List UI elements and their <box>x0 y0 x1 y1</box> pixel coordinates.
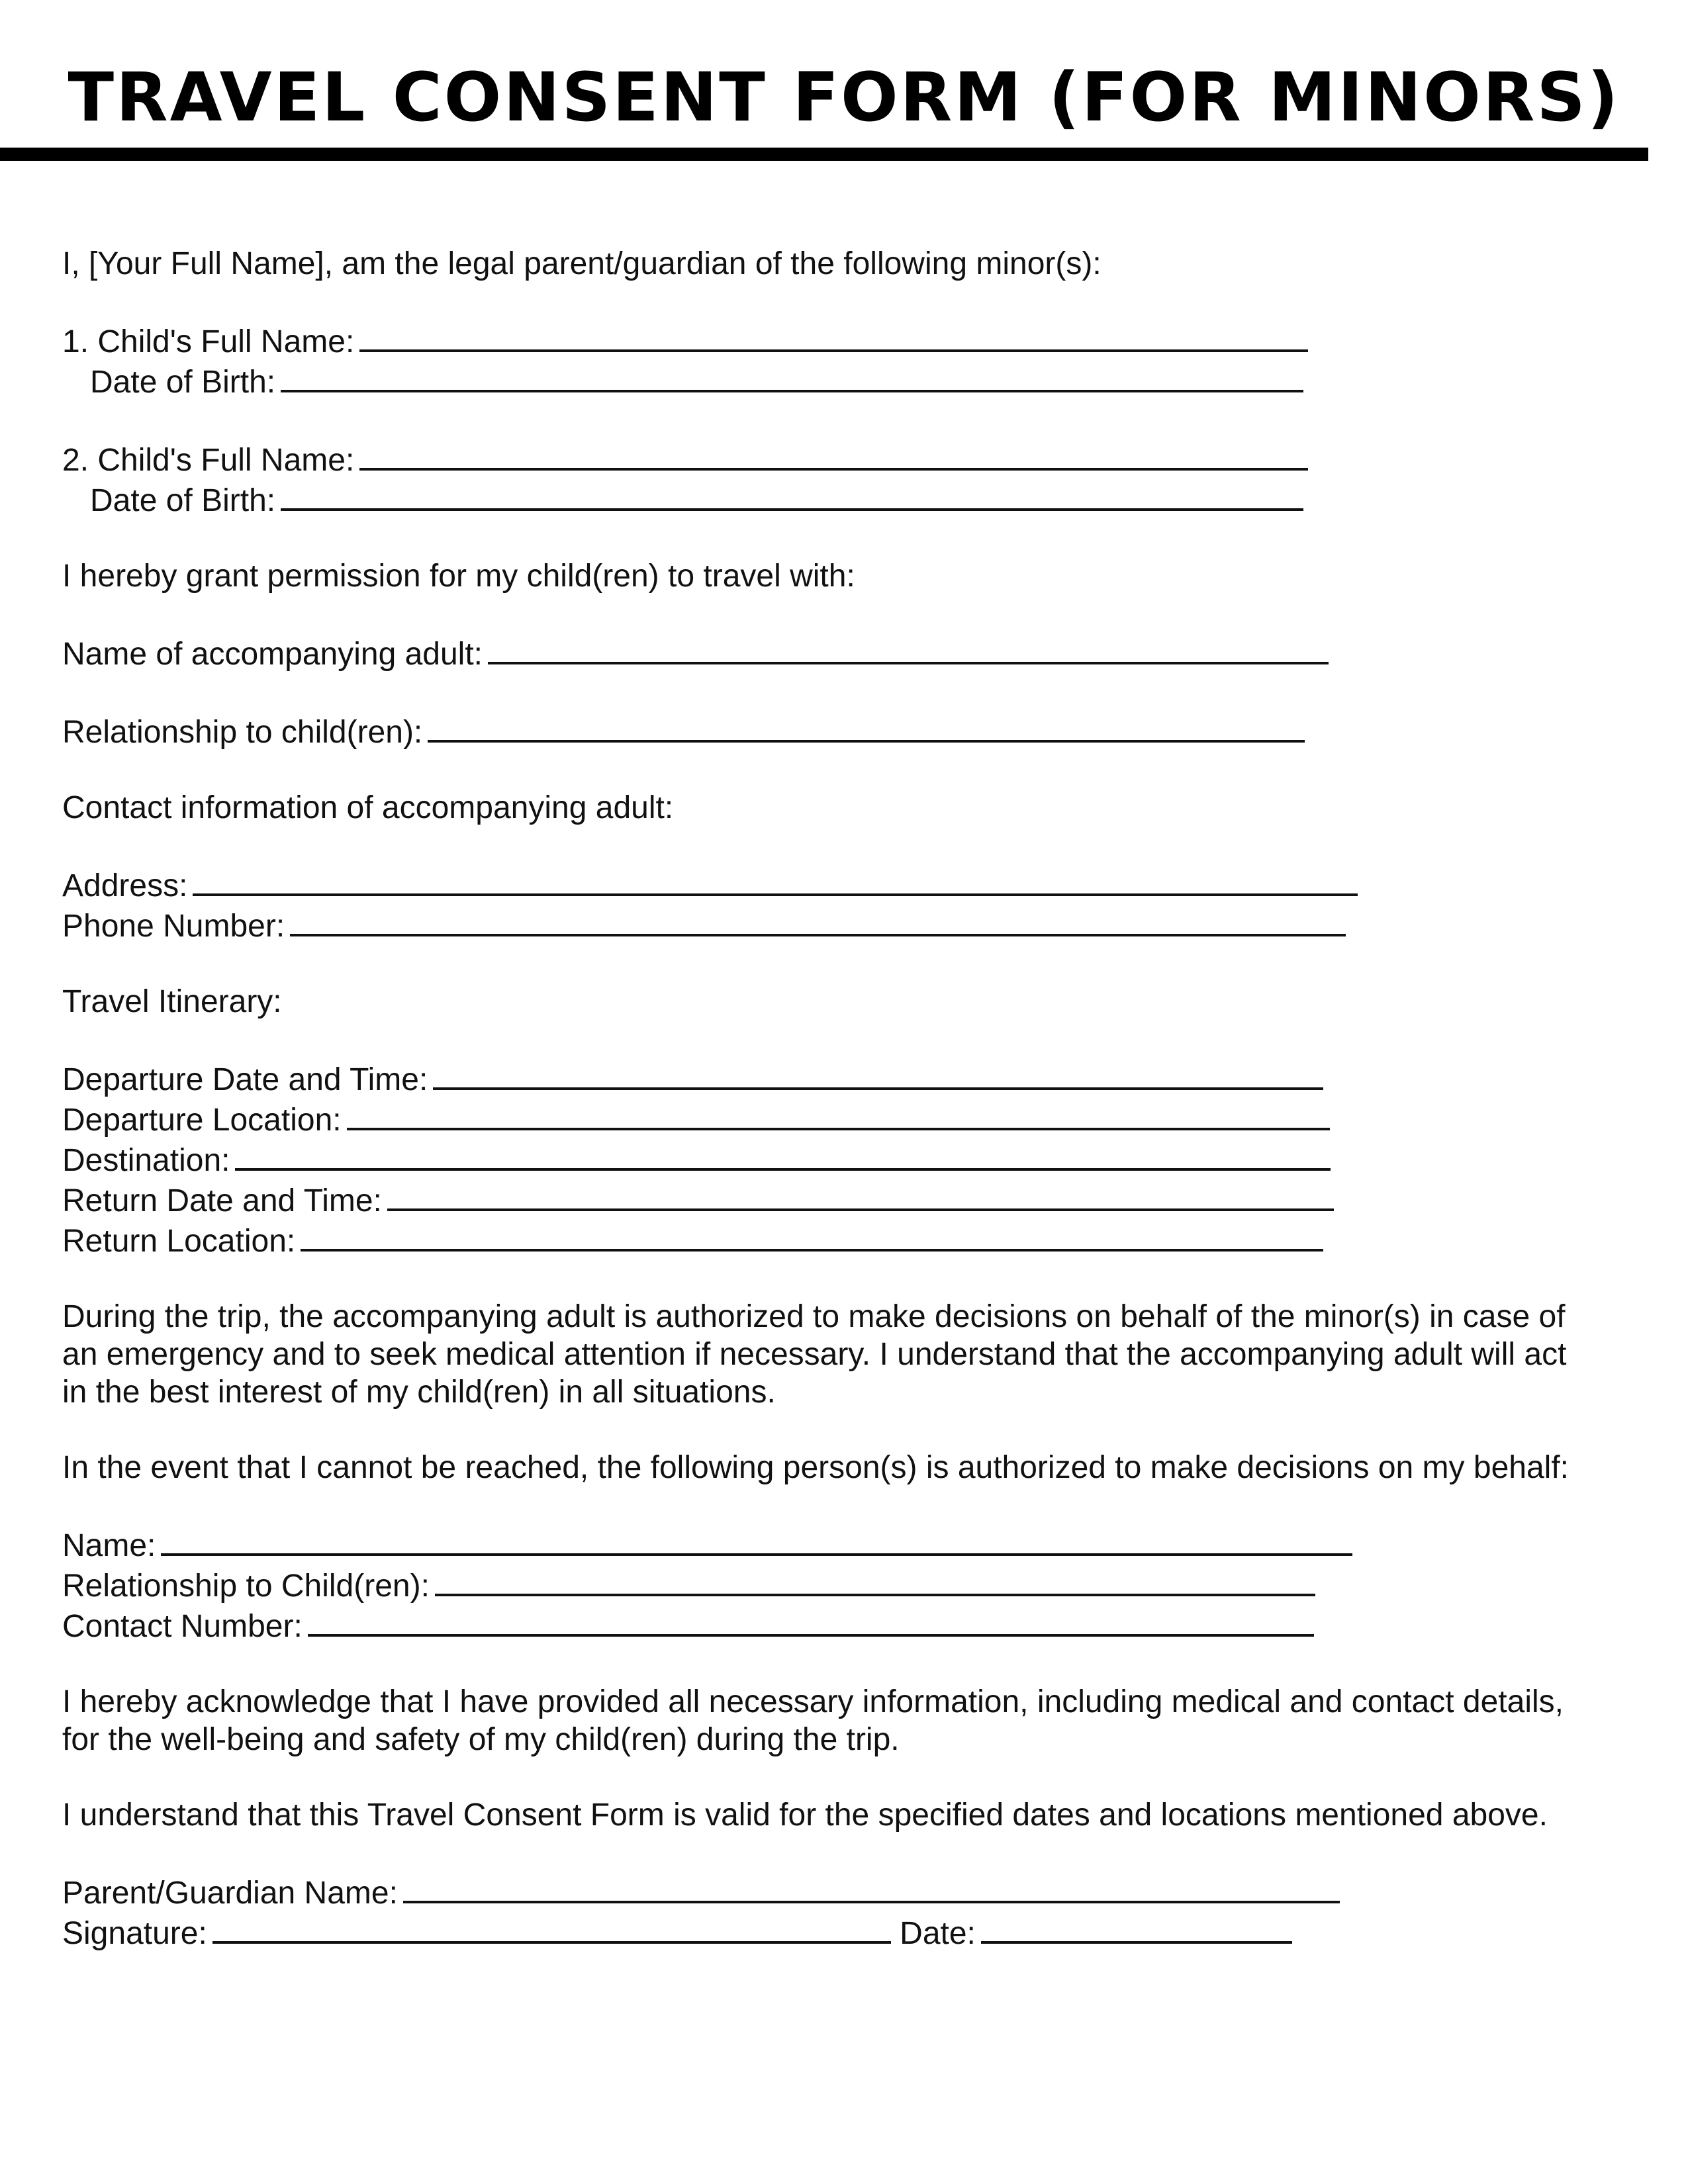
title-divider <box>0 148 1648 161</box>
return-location-field[interactable] <box>301 1220 1323 1251</box>
alternate-relationship-row <box>62 1565 1585 1605</box>
alternate-contact-label: Contact Number: <box>62 1609 303 1644</box>
accompanying-relationship-label: Relationship to child(ren): <box>62 715 423 750</box>
phone-label: Phone Number: <box>62 909 285 944</box>
return-datetime-row <box>62 1179 1585 1220</box>
child-2-dob-label: Date of Birth: <box>90 483 276 518</box>
child-1-dob-label: Date of Birth: <box>90 365 276 400</box>
alternate-name-label: Name: <box>62 1528 156 1563</box>
destination-field[interactable] <box>235 1139 1331 1171</box>
address-row <box>62 864 1585 905</box>
phone-row <box>62 905 1585 945</box>
accompanying-relationship-field[interactable] <box>428 711 1305 743</box>
contact-heading: Contact information of accompanying adult: <box>62 790 674 825</box>
destination-label: Destination: <box>62 1143 230 1178</box>
address-label: Address: <box>62 868 188 903</box>
form-body <box>62 245 1585 1952</box>
alternate-name-field[interactable] <box>161 1524 1352 1556</box>
date-label: Date: <box>900 1916 976 1951</box>
alternate-relationship-label: Relationship to Child(ren): <box>62 1569 430 1604</box>
return-datetime-label: Return Date and Time: <box>62 1183 382 1218</box>
child-2-dob-row <box>62 479 1585 520</box>
accompanying-relationship-row <box>62 711 1585 751</box>
accompanying-name-label: Name of accompanying adult: <box>62 637 483 672</box>
parent-name-row <box>62 1872 1585 1912</box>
parent-name-label: Parent/Guardian Name: <box>62 1876 398 1911</box>
address-field[interactable] <box>193 864 1358 896</box>
form-title: TRAVEL CONSENT FORM (FOR MINORS) <box>68 58 1620 137</box>
return-location-row <box>62 1220 1585 1260</box>
departure-datetime-label: Departure Date and Time: <box>62 1062 428 1097</box>
departure-location-label: Departure Location: <box>62 1103 342 1138</box>
child-1-name-row <box>62 320 1585 361</box>
parent-name-field[interactable] <box>403 1872 1340 1903</box>
child-1-dob-row <box>62 361 1585 401</box>
authorization-paragraph: During the trip, the accompanying adult is authorized to make decisions on behalf of the minor(s) in case of an emergency and to seek medical attention if necessary. I understand that the accompanying adult will act in the best interest of my child(ren) in all situations. <box>62 1299 1567 1410</box>
child-1-name-field[interactable] <box>359 320 1308 352</box>
intro-text: I, [Your Full Name], am the legal parent/guardian of the following minor(s): <box>62 246 1102 281</box>
destination-row <box>62 1139 1585 1179</box>
child-2-name-row <box>62 439 1585 479</box>
itinerary-heading: Travel Itinerary: <box>62 984 282 1019</box>
validity-paragraph: I understand that this Travel Consent Form is valid for the specified dates and locations mentioned above. <box>62 1797 1548 1833</box>
departure-datetime-field[interactable] <box>433 1058 1323 1090</box>
child-1-dob-field[interactable] <box>281 361 1303 392</box>
accompanying-name-field[interactable] <box>488 633 1329 664</box>
departure-datetime-row <box>62 1058 1585 1099</box>
phone-field[interactable] <box>290 905 1346 936</box>
alternate-name-row <box>62 1524 1585 1565</box>
alternate-relationship-field[interactable] <box>435 1565 1315 1596</box>
departure-location-row <box>62 1099 1585 1139</box>
signature-field[interactable] <box>212 1912 891 1944</box>
return-location-label: Return Location: <box>62 1224 296 1259</box>
child-2-dob-field[interactable] <box>281 479 1303 511</box>
alternate-contact-row <box>62 1605 1585 1645</box>
child-2-name-field[interactable] <box>359 439 1308 471</box>
accompanying-name-row <box>62 633 1585 673</box>
signature-label: Signature: <box>62 1916 207 1951</box>
permission-text: I hereby grant permission for my child(ren) to travel with: <box>62 559 855 594</box>
return-datetime-field[interactable] <box>387 1179 1334 1211</box>
child-1-name-label: 1. Child's Full Name: <box>62 324 355 359</box>
signature-row <box>62 1912 1585 1952</box>
alternate-paragraph: In the event that I cannot be reached, the following person(s) is authorized to make decisions on my behalf: <box>62 1450 1569 1485</box>
acknowledge-paragraph: I hereby acknowledge that I have provided all necessary information, including medical and contact details, for the well-being and safety of my child(ren) during the trip. <box>62 1684 1564 1757</box>
departure-location-field[interactable] <box>347 1099 1330 1130</box>
alternate-contact-field[interactable] <box>308 1605 1314 1637</box>
child-2-name-label: 2. Child's Full Name: <box>62 443 355 478</box>
date-field[interactable] <box>981 1912 1292 1944</box>
